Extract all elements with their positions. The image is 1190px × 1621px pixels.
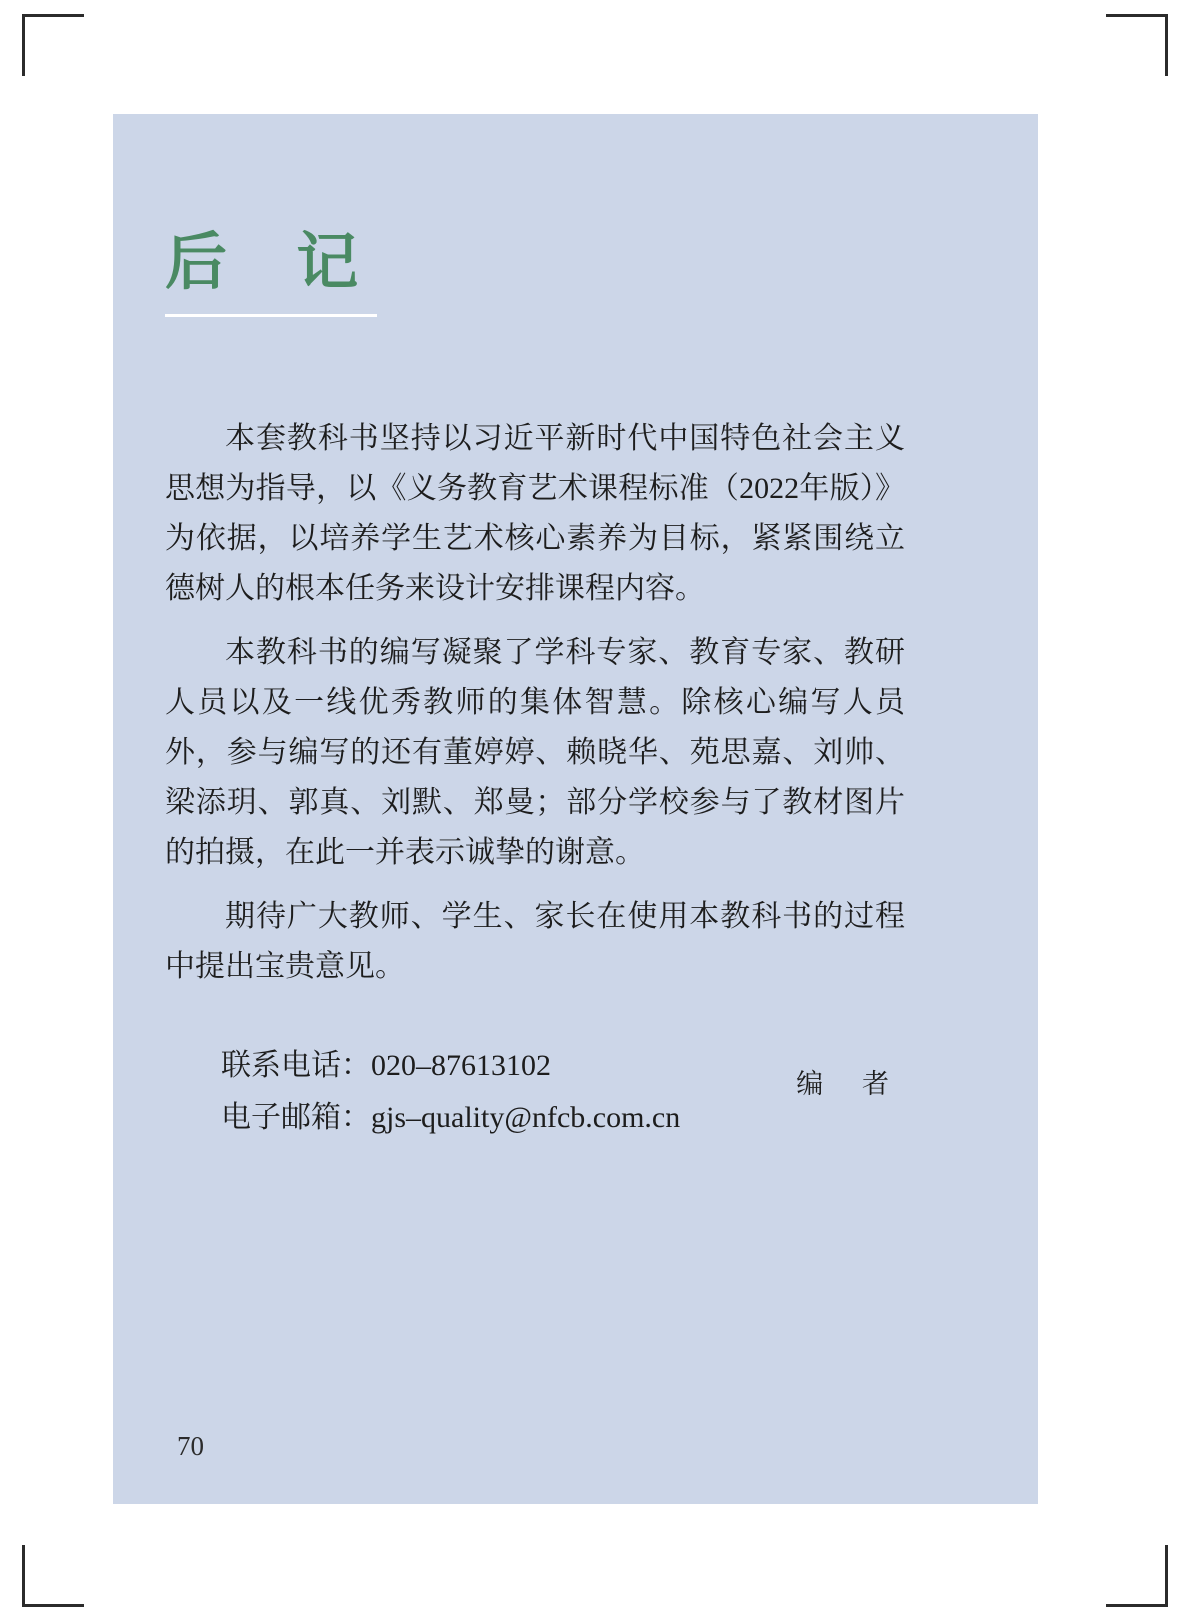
paragraph-3: 期待广大教师、学生、家长在使用本教科书的过程中提出宝贵意见。	[165, 900, 905, 983]
crop-mark-top-right	[1106, 14, 1168, 76]
page-title-block	[165, 228, 395, 317]
body-text	[165, 414, 905, 1144]
contact-phone: 联系电话：020–87613102	[221, 1049, 551, 1082]
title-underline	[165, 314, 377, 317]
page-title: 后 记	[165, 228, 385, 297]
page-number: 70	[177, 1431, 204, 1461]
contact-email: 电子邮箱：gjs–quality@nfcb.com.cn	[221, 1101, 681, 1134]
signature: 编 者	[796, 1069, 905, 1099]
page-panel	[113, 114, 1038, 1504]
paragraph-1: 本套教科书坚持以习近平新时代中国特色社会主义思想为指导，以《义务教育艺术课程标准（2022年版）》为依据，以培养学生艺术核心素养为目标，紧紧围绕立德树人的根本任务来设计安排课程内容。	[165, 422, 905, 605]
crop-mark-top-left	[22, 14, 84, 76]
crop-mark-bottom-left	[22, 1545, 84, 1607]
crop-mark-bottom-right	[1106, 1545, 1168, 1607]
paragraph-2: 本教科书的编写凝聚了学科专家、教育专家、教研人员以及一线优秀教师的集体智慧。除核心编写人员外，参与编写的还有董婷婷、赖晓华、苑思嘉、刘帅、梁添玥、郭真、刘默、郑曼；部分学校参与了教材图片的拍摄，在此一并表示诚挚的谢意。	[165, 636, 905, 869]
